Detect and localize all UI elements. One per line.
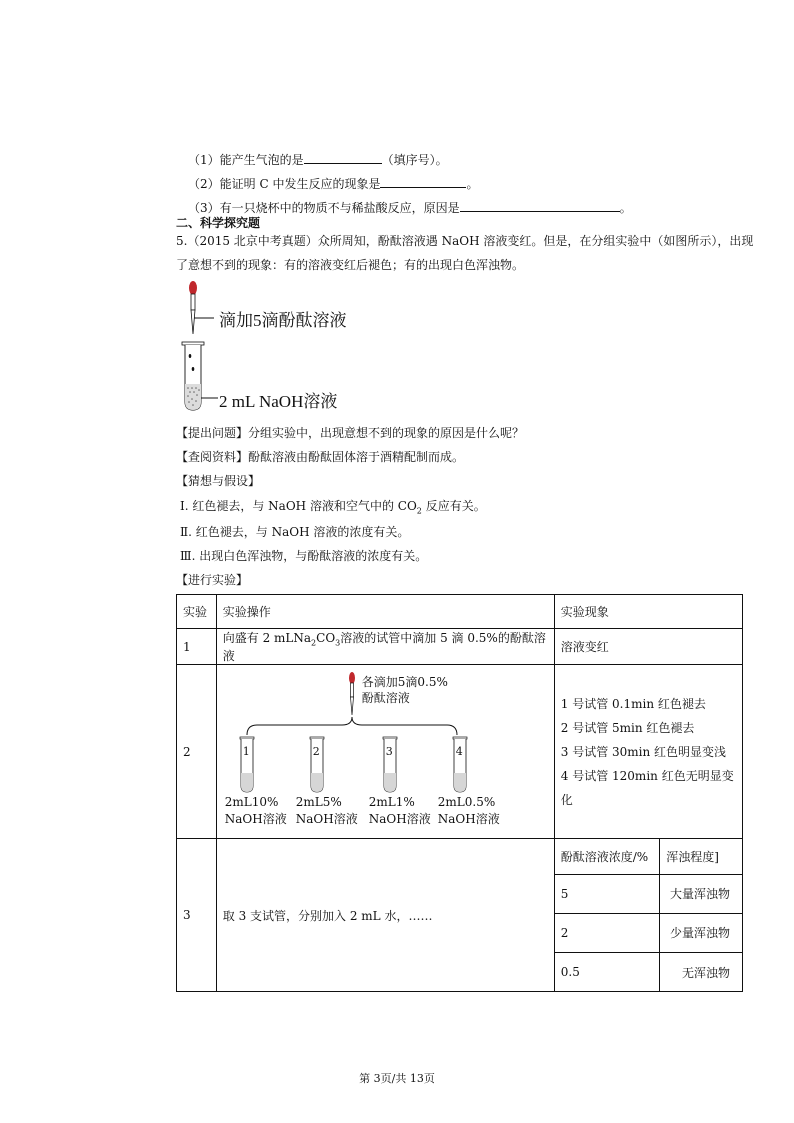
answer-blank-1[interactable]	[304, 152, 382, 164]
sub-header-turbidity: 浑浊程度]	[660, 839, 742, 874]
row-2-number: 2	[177, 665, 217, 839]
tube-number-2: 2	[312, 745, 320, 759]
table-row	[555, 952, 742, 991]
question-paragraph: 【提出问题】分组实验中，出现意想不到的现象的原因是什么呢？	[176, 426, 525, 440]
table-row	[177, 839, 743, 992]
observation-3: 3 号试管 30min 红色明显变浅	[560, 744, 727, 759]
answer-blank-2[interactable]	[380, 176, 466, 188]
table-row	[177, 665, 743, 839]
table-row	[177, 629, 743, 665]
tube-1-conc: 2mL10%	[224, 795, 279, 810]
question-2-tail: 。	[466, 177, 479, 191]
tube-number-3: 3	[385, 745, 393, 759]
sub-cell: 大量浑浊物	[660, 874, 742, 913]
row-3-number: 3	[177, 839, 217, 992]
question-1	[188, 151, 448, 168]
question-3-tail: 。	[619, 201, 632, 215]
co2-subscript: 2	[416, 506, 422, 516]
header-observation: 实验现象	[554, 595, 742, 629]
experiment-heading: 【进行实验】	[176, 573, 249, 587]
tube-2-conc: 2mL5%	[295, 795, 342, 810]
dropper-and-tube-figure	[178, 278, 218, 418]
observation-1: 1 号试管 0.1min 红色褪去	[560, 696, 706, 711]
dropper-icon	[189, 281, 197, 334]
tube-number-1: 1	[242, 745, 250, 759]
table-row	[555, 913, 742, 952]
drop-label-2: 酚酞溶液	[361, 691, 410, 706]
section-heading: 二、科学探究题	[176, 216, 261, 230]
header-operation: 实验操作	[216, 595, 554, 629]
sub-cell: 2	[555, 913, 660, 952]
table-header-row	[177, 595, 743, 629]
hypothesis-1	[180, 497, 486, 515]
question-2-label: （2）能证明 C 中发生反应的现象是	[188, 177, 381, 191]
observation-2: 2 号试管 5min 红色褪去	[560, 720, 695, 735]
table-row	[555, 874, 742, 913]
hypothesis-1-suffix: 反应有关。	[421, 499, 486, 513]
row-1-operation	[216, 629, 554, 665]
hypothesis-2: Ⅱ. 红色褪去，与 NaOH 溶液的浓度有关。	[180, 525, 410, 539]
row-1-co: CO	[316, 631, 336, 645]
tube-3-name: NaOH溶液	[368, 812, 431, 827]
observation-4: 4 号试管 120min 红色无明显变化	[560, 768, 734, 807]
dropper-icon	[349, 672, 355, 715]
row-3-observation	[554, 839, 742, 992]
row-2-observation	[554, 665, 742, 839]
tube-4-name: NaOH溶液	[437, 812, 500, 827]
hypothesis-3: Ⅲ. 出现白色浑浊物，与酚酞溶液的浓度有关。	[180, 549, 428, 563]
question-3-label: （3）有一只烧杯中的物质不与稀盐酸反应，原因是	[188, 201, 460, 215]
test-tube-icon	[182, 342, 204, 410]
answer-blank-3[interactable]	[460, 200, 620, 212]
page-footer: 第 3页/共 13页	[359, 1072, 435, 1085]
header-experiment: 实验	[177, 595, 217, 629]
question-2	[188, 175, 478, 192]
problem-line-2: 了意想不到的现象：有的溶液变红后褪色；有的出现白色浑浊物。	[176, 258, 525, 272]
turbidity-subtable	[555, 839, 742, 991]
sub-cell: 5	[555, 874, 660, 913]
row-3-operation: 取 3 支试管，分别加入 2 mL 水，……	[216, 839, 554, 992]
four-tube-figure	[217, 665, 554, 838]
reference-paragraph: 【查阅资料】酚酞溶液由酚酞固体溶于酒精配制而成。	[176, 450, 465, 464]
tube-number-4: 4	[455, 745, 463, 759]
row-1-sub-3: 3	[335, 638, 341, 648]
problem-line-1: 5.（2015 北京中考真题）众所周知，酚酞溶液遇 NaOH 溶液变红。但是，在分组实验中（如图所示），出现	[176, 234, 754, 248]
row-1-number: 1	[177, 629, 217, 665]
row-1-op-text: 向盛有 2 mLNa	[222, 631, 312, 645]
question-1-tail: （填序号）。	[381, 153, 448, 167]
experiment-table	[176, 594, 743, 992]
row-2-operation	[216, 665, 554, 839]
hypothesis-heading: 【猜想与假设】	[176, 474, 261, 488]
sub-cell: 少量浑浊物	[660, 913, 742, 952]
row-1-observation: 溶液变红	[554, 629, 742, 665]
tube-2-name: NaOH溶液	[295, 812, 358, 827]
tube-4-conc: 2mL0.5%	[437, 795, 496, 810]
drop-label-1: 各滴加5滴0.5%	[361, 675, 448, 690]
sub-cell: 无浑浊物	[660, 952, 742, 991]
row-1-sub-2: 2	[311, 638, 317, 648]
subtable-header-row	[555, 839, 742, 874]
sub-cell: 0.5	[555, 952, 660, 991]
tube-label: 2 mL NaOH溶液	[219, 392, 338, 411]
row-1-op-tail: 溶液的试管中滴加 5 滴 0.5%的酚酞溶液	[222, 631, 546, 664]
sub-header-concentration: 酚酞溶液浓度/%	[555, 839, 660, 874]
question-1-label: （1）能产生气泡的是	[188, 153, 304, 167]
tube-3-conc: 2mL1%	[368, 795, 415, 810]
tube-1-name: NaOH溶液	[224, 812, 287, 827]
hypothesis-1-text: Ⅰ. 红色褪去，与 NaOH 溶液和空气中的 CO	[180, 499, 417, 513]
dropper-label: 滴加5滴酚酞溶液	[219, 311, 347, 330]
